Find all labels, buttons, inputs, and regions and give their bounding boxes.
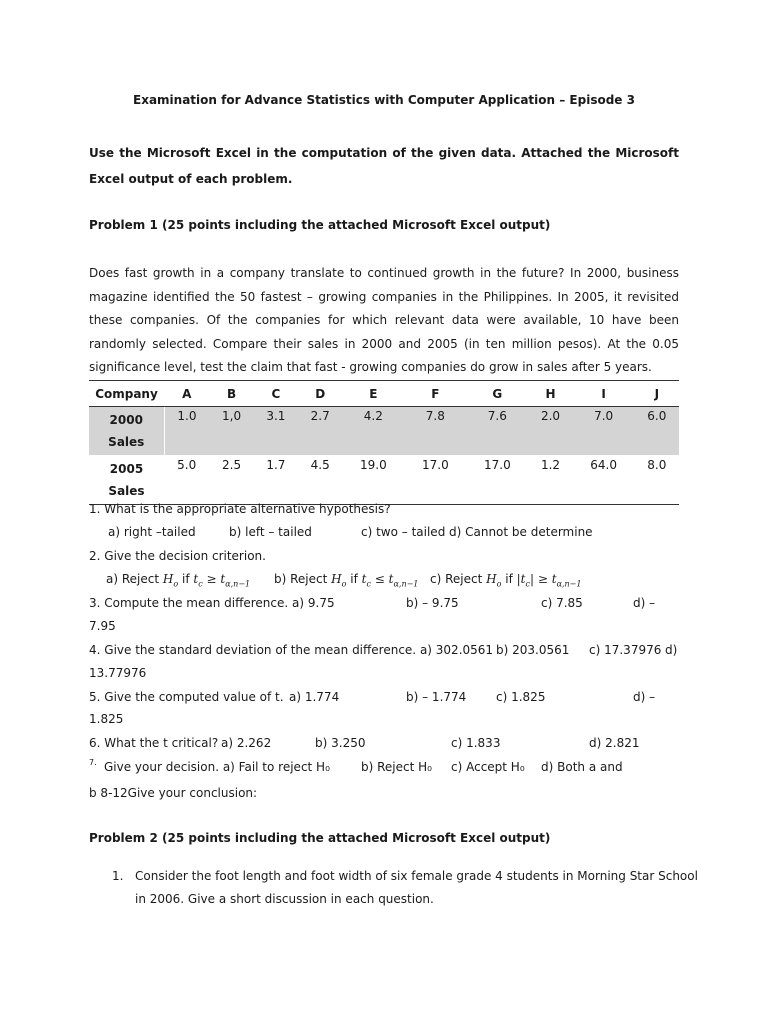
question-8: b 8-12Give your conclusion: <box>89 786 258 800</box>
cell-2005-j: 8.0 <box>635 455 679 505</box>
q4-wrap: 13.77976 <box>89 666 147 680</box>
q6-option-d: d) 2.821 <box>589 736 640 750</box>
q2-a-h0: $H_o$ <box>162 572 179 589</box>
cell-2000-d: 2.7 <box>298 407 342 456</box>
q6-text: 6. What the t critical? <box>89 736 219 750</box>
row-label-2005-sales: Sales <box>108 484 145 498</box>
cell-2000-b: 1,0 <box>209 407 253 456</box>
problem2-item-number: 1. <box>112 869 124 883</box>
row-label-2000-year: 2000 <box>109 413 143 427</box>
q4-text: 4. Give the standard deviation of the mean difference. a) 302.0561 <box>89 643 494 657</box>
q7-number: 7. <box>89 758 97 767</box>
problem2-item-line2: in 2006. Give a short discussion in each question. <box>135 892 434 906</box>
q2-c-h0: $H_o$ <box>486 572 502 589</box>
cell-2000-i: 7.0 <box>573 407 635 456</box>
q2-a-formula: $t_c \ge t_{\alpha,n-1}$ <box>193 572 251 589</box>
q2-b-formula: $t_c \le t_{\alpha,n-1}$ <box>361 572 419 589</box>
q3-option-c: c) 7.85 <box>541 596 583 610</box>
q5-option-b: b) – 1.774 <box>406 690 467 704</box>
q6-option-c: c) 1.833 <box>451 736 501 750</box>
q5-option-a: a) 1.774 <box>289 690 340 704</box>
q3-wrap: 7.95 <box>89 619 116 633</box>
q6-option-a: a) 2.262 <box>221 736 272 750</box>
row-label-2005-year: 2005 <box>109 462 144 476</box>
q7-option-d: d) Both a and <box>541 760 623 774</box>
q2-b-prefix: b) Reject <box>274 572 328 586</box>
instructions: Use the Microsoft Excel in the computation of the given data. Attached the Microsoft Excel output of each problem. <box>89 146 679 186</box>
q5-option-c: c) 1.825 <box>496 690 546 704</box>
q2-c-formula: $|t_c| \ge t_{\alpha,n-1}$ <box>516 572 582 589</box>
cell-2005-g: 17.0 <box>466 455 528 505</box>
q7-text: Give your decision. a) Fail to reject H₀ <box>104 760 330 774</box>
q7-option-c: c) Accept H₀ <box>451 760 525 774</box>
q5-option-d: d) – <box>633 690 656 704</box>
cell-2005-b: 2.5 <box>209 455 253 505</box>
table-header-row <box>89 381 679 407</box>
q4-option-b: b) 203.0561 <box>496 643 570 657</box>
row-label-2005 <box>89 455 164 505</box>
header-company: Company <box>89 381 164 407</box>
row-label-2000-sales: Sales <box>108 435 145 449</box>
cell-2000-f: 7.8 <box>404 407 466 456</box>
table-row-2000 <box>89 407 679 456</box>
cell-2005-i: 64.0 <box>573 455 635 505</box>
cell-2005-e: 19.0 <box>342 455 404 505</box>
cell-2005-c: 1.7 <box>254 455 298 505</box>
cell-2000-e: 4.2 <box>342 407 404 456</box>
q1-option-a: a) right –tailed <box>108 525 196 539</box>
q2-c-prefix: c) Reject <box>430 572 483 586</box>
question-1: 1. What is the appropriate alternative hypothesis? <box>89 502 391 516</box>
cell-2000-a: 1.0 <box>164 407 209 456</box>
problem1-description: Does fast growth in a company translate to continued growth in the future? In 2000, business magazine identified the 50 fastest – growing companies in the Philippines. In 2005, it revisited these companies. Of the companies for which relevant data were available, 10 have been randomly selected. Compare their sales in 2000 and 2005 (in ten million pesos). At the 0.05 significance level, test the claim that fast - growing companies do grow in sales after 5 years. <box>89 266 679 374</box>
header-company-e: E <box>342 381 404 407</box>
question-2: 2. Give the decision criterion. <box>89 549 266 563</box>
header-company-d: D <box>298 381 342 407</box>
header-company-g: G <box>466 381 528 407</box>
cell-2000-j: 6.0 <box>635 407 679 456</box>
header-company-i: I <box>573 381 635 407</box>
cell-2000-g: 7.6 <box>466 407 528 456</box>
header-company-c: C <box>254 381 298 407</box>
table-row-2005 <box>89 455 679 505</box>
problem2-item-line1: Consider the foot length and foot width of six female grade 4 students in Morning Star School <box>135 869 698 883</box>
cell-2000-c: 3.1 <box>254 407 298 456</box>
cell-2005-f: 17.0 <box>404 455 466 505</box>
q2-option-c <box>430 572 581 588</box>
cell-2005-a: 5.0 <box>164 455 209 505</box>
header-company-b: B <box>209 381 253 407</box>
problem2-heading: Problem 2 (25 points including the attached Microsoft Excel output) <box>89 831 551 845</box>
q3-option-d: d) – <box>633 596 656 610</box>
q2-option-a <box>106 572 250 588</box>
cell-2005-d: 4.5 <box>298 455 342 505</box>
q2-b-h0: $H_o$ <box>331 572 347 589</box>
q2-b-if: if <box>350 572 358 586</box>
sales-table <box>89 380 679 505</box>
q7-option-b: b) Reject H₀ <box>361 760 432 774</box>
q3-option-b: b) – 9.75 <box>406 596 459 610</box>
header-company-h: H <box>528 381 572 407</box>
q1-option-c: c) two – tailed <box>361 525 446 539</box>
header-company-j: J <box>635 381 679 407</box>
q5-text: 5. Give the computed value of t. <box>89 690 284 704</box>
header-company-f: F <box>404 381 466 407</box>
row-label-2000 <box>89 407 164 456</box>
q6-option-b: b) 3.250 <box>315 736 366 750</box>
q1-option-b: b) left – tailed <box>229 525 312 539</box>
cell-2000-h: 2.0 <box>528 407 572 456</box>
exam-title: Examination for Advance Statistics with Computer Application – Episode 3 <box>133 93 635 107</box>
q1-option-d: d) Cannot be determine <box>449 525 593 539</box>
header-company-a: A <box>164 381 209 407</box>
problem1-heading: Problem 1 (25 points including the attached Microsoft Excel output) <box>89 218 551 232</box>
q2-a-if: if <box>182 572 190 586</box>
q2-a-prefix: a) Reject <box>106 572 160 586</box>
cell-2005-h: 1.2 <box>528 455 572 505</box>
q2-c-if: if <box>505 572 513 586</box>
q3-text: 3. Compute the mean difference. a) 9.75 <box>89 596 335 610</box>
q4-option-c: c) 17.37976 <box>589 643 662 657</box>
q5-wrap: 1.825 <box>89 712 124 726</box>
q4-option-d: d) <box>665 643 678 657</box>
q2-option-b <box>274 572 418 588</box>
